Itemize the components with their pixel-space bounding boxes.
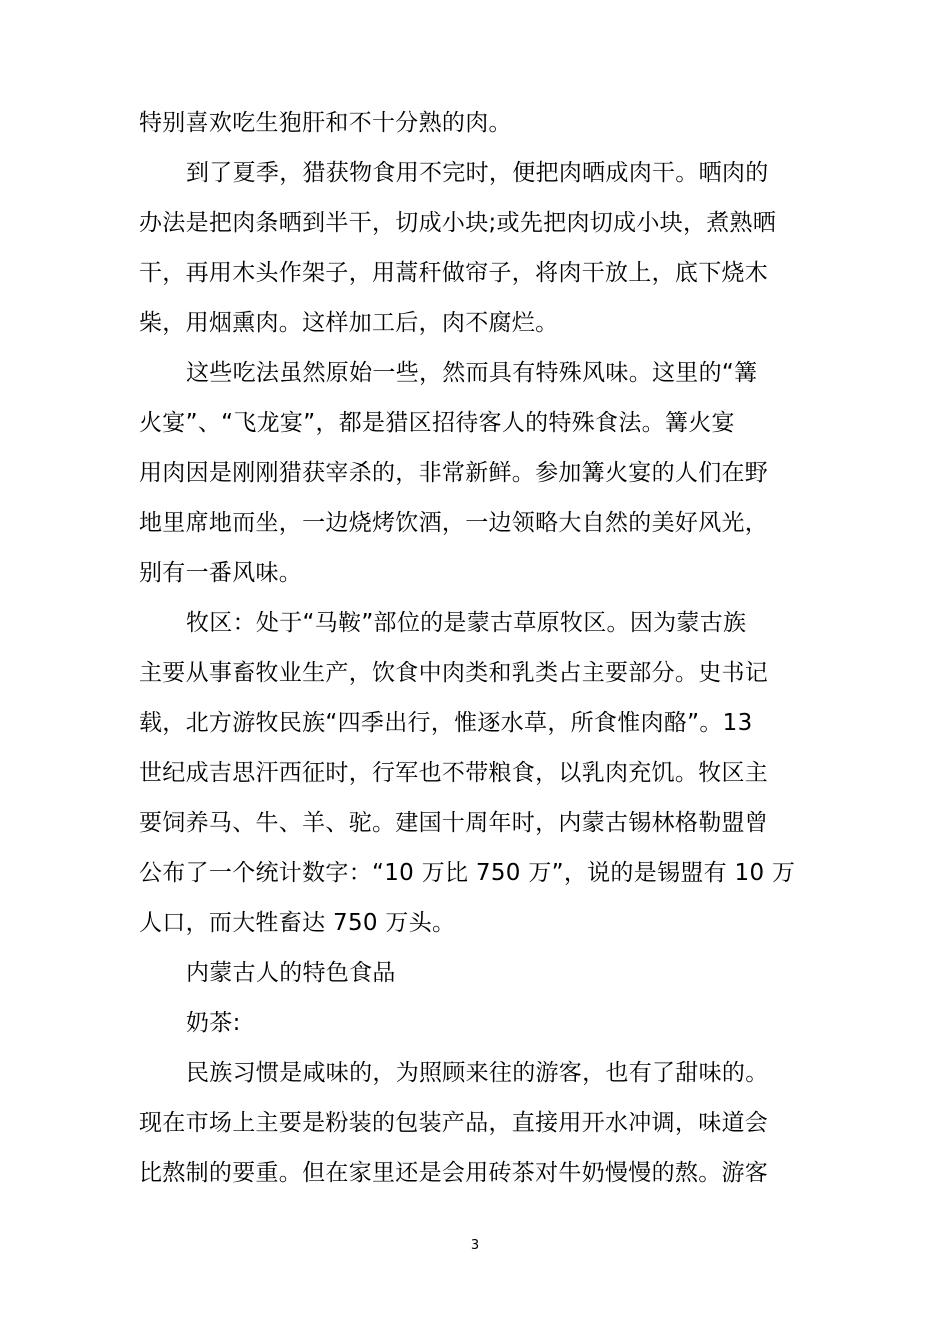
text-line: 人口，而大牲畜达 750 万头。: [139, 910, 456, 936]
paragraph-start-line: 这些吃法虽然原始一些，然而具有特殊风味。这里的“篝: [186, 360, 758, 386]
section-heading: 内蒙古人的特色食品: [186, 960, 396, 986]
text-line: 主要从事畜牧业生产，饮食中肉类和乳类占主要部分。史书记: [139, 660, 769, 686]
text-line: 用肉因是刚刚猎获宰杀的，非常新鲜。参加篝火宴的人们在野: [139, 460, 769, 486]
text-line: 办法是把肉条晒到半干，切成小块;或先把肉切成小块，煮熟晒: [139, 210, 777, 236]
subsection-heading: 奶茶:: [186, 1010, 241, 1036]
text-line: 别有一番风味。: [139, 560, 303, 586]
text-line: 干，再用木头作架子，用蒿秆做帘子，将肉干放上，底下烧木: [139, 260, 769, 286]
paragraph-start-line: 民族习惯是咸味的，为照顾来往的游客，也有了甜味的。: [186, 1060, 769, 1086]
text-line: 特别喜欢吃生狍肝和不十分熟的肉。: [139, 110, 512, 136]
text-line: 世纪成吉思汗西征时，行军也不带粮食，以乳肉充饥。牧区主: [139, 760, 769, 786]
text-line: 现在市场上主要是粉装的包装产品，直接用开水冲调，味道会: [139, 1110, 769, 1136]
paragraph-start-line: 牧区：处于“马鞍”部位的是蒙古草原牧区。因为蒙古族: [186, 610, 747, 636]
text-line: 比熬制的要重。但在家里还是会用砖茶对牛奶慢慢的熬。游客: [139, 1160, 769, 1186]
text-line: 地里席地而坐，一边烧烤饮酒，一边领略大自然的美好风光，: [139, 510, 769, 536]
text-line: 火宴”、“飞龙宴”，都是猎区招待客人的特殊食法。篝火宴: [139, 410, 735, 436]
text-line: 柴，用烟熏肉。这样加工后，肉不腐烂。: [139, 310, 559, 336]
page-number: 3: [470, 1238, 480, 1253]
paragraph-start-line: 到了夏季，猎获物食用不完时，便把肉晒成肉干。晒肉的: [186, 160, 769, 186]
text-line: 载，北方游牧民族“四季出行，惟逐水草，所食惟肉酪”。13: [139, 710, 753, 736]
text-line: 要饲养马、牛、羊、驼。建国十周年时，内蒙古锡林格勒盟曾: [139, 810, 769, 836]
text-line: 公布了一个统计数字：“10 万比 750 万”，说的是锡盟有 10 万: [139, 860, 796, 886]
body-text: [139, 98, 823, 1198]
